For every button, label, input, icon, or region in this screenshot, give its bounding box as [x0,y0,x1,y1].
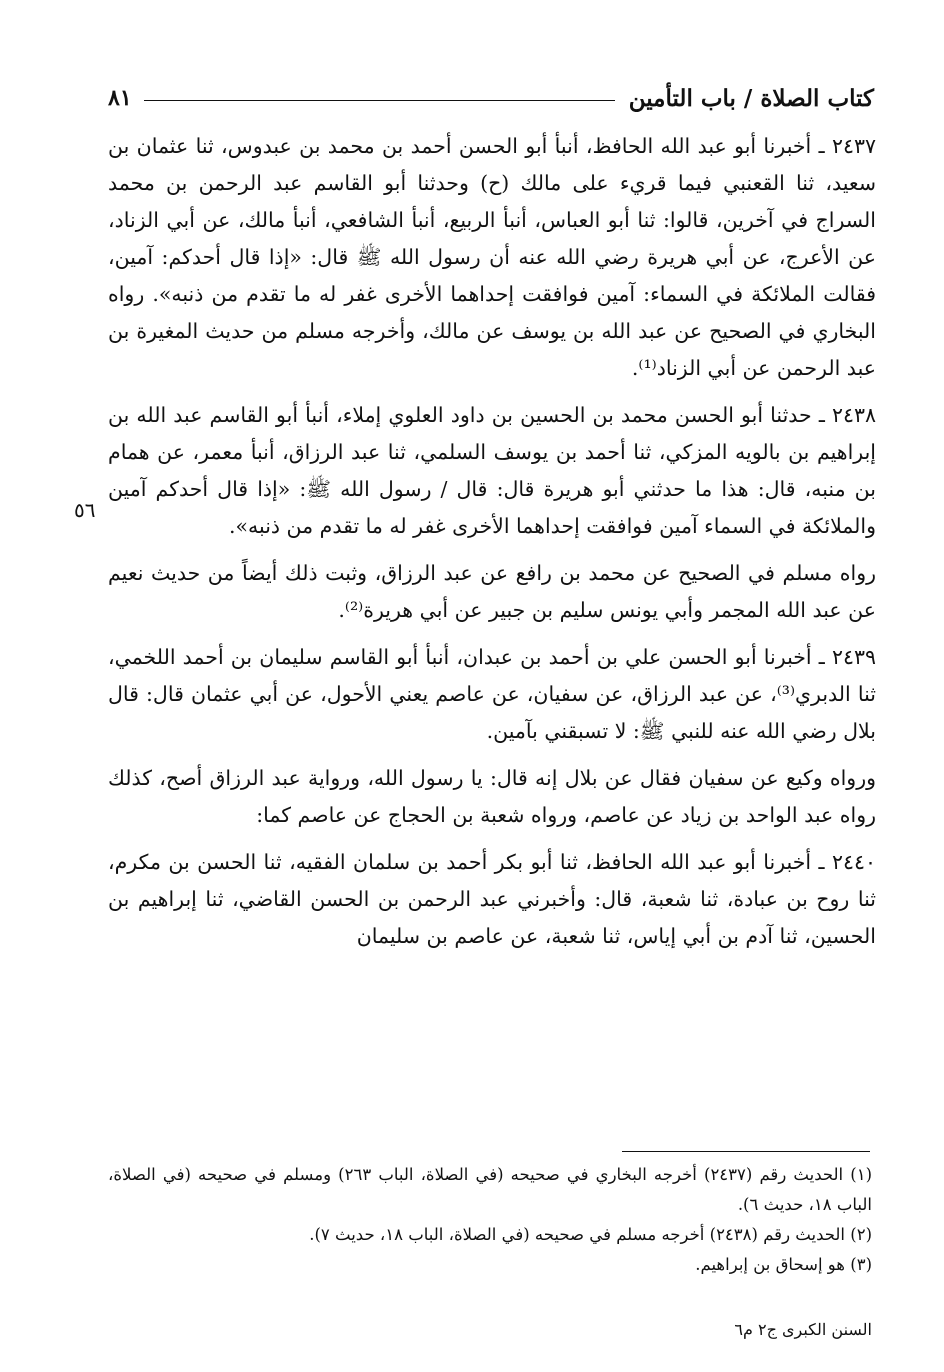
footnotes [108,1160,872,1280]
hadith-2438: ٢٤٣٨ ـ حدثنا أبو الحسن محمد بن الحسين بن داود العلوي إملاء، أنبأ أبو القاسم عبد الله بن إبراهيم بن بالويه المزكي، ثنا أحمد بن يوسف السلمي، ثنا عبد الرزاق، أنبأ معمر، عن همام بن منبه، قال: هذا ما حدثني أبو هريرة قال: قال / رسول الله ﷺ: «إذا قال أحدكم آمين والملائكة في السماء آمين فوافقت إحداهما الأخرى غفر له ما تقدم من ذنبه». [108,403,876,538]
hadith-2439: ٢٤٣٩ ـ أخبرنا أبو الحسن علي بن أحمد بن عبدان، أنبأ أبو القاسم سليمان بن أحمد اللخمي، ثنا الدبري⁽³⁾، عن عبد الرزاق، عن سفيان، عن عاصم يعني الأحول، عن أبي عثمان قال: قال بلال رضي الله عنه للنبي ﷺ: لا تسبقني بآمين. [108,645,876,743]
hadith-2437: ٢٤٣٧ ـ أخبرنا أبو عبد الله الحافظ، أنبأ أبو الحسن أحمد بن محمد بن عبدوس، ثنا عثمان بن سعيد، ثنا القعنبي فيما قريء على مالك (ح) وحدثنا أبو القاسم عبد الرحمن بن محمد السراج في آخرين، قالوا: ثنا أبو العباس، أنبأ الربيع، أنبأ الشافعي، أنبأ مالك، عن أبي الزناد، عن الأعرج، عن أبي هريرة رضي الله عنه أن رسول الله ﷺ قال: «إذا قال أحدكم: آمين، فقالت الملائكة في السماء: آمين فوافقت إحداهما الأخرى غفر له ما تقدم من ذنبه». رواه البخاري في الصحيح عن عبد الله بن يوسف عن مالك، وأخرجه مسلم من حديث المغيرة بن عبد الرحمن عن أبي الزناد⁽¹⁾. [108,134,876,380]
footnote-3: (٣) هو إسحاق بن إبراهيم. [695,1255,872,1274]
footnote-1: (١) الحديث رقم (٢٤٣٧) أخرجه البخاري في صحيحه (في الصلاة، الباب ٢٦٣) ومسلم في صحيحه (في الصلاة، الباب ١٨، حديث ٦). [108,1165,872,1214]
volume-signature: السنن الكبرى ج٢ م٦ [734,1320,872,1339]
commentary-2439: ورواه وكيع عن سفيان فقال عن بلال إنه قال: يا رسول الله، ورواية عبد الرزاق أصح، كذلك رواه عبد الواحد بن زياد عن عاصم، ورواه شعبة بن الحجاج عن عاصم كما: [108,766,876,827]
page-number: ٨١ [108,85,132,111]
margin-folio-number: ٥٦ [74,498,96,522]
commentary-2438: رواه مسلم في الصحيح عن محمد بن رافع عن عبد الرزاق، وثبت ذلك أيضاً من حديث نعيم عن عبد الله المجمر وأبي يونس سليم بن جبير عن أبي هريرة⁽²⁾. [108,561,876,622]
footnote-separator [622,1151,870,1152]
hadith-2440: ٢٤٤٠ ـ أخبرنا أبو عبد الله الحافظ، ثنا أبو بكر أحمد بن سلمان الفقيه، ثنا الحسن بن مكرم، ثنا روح بن عبادة، ثنا شعبة، قال: وأخبرني عبد الرحمن بن الحسن القاضي، ثنا إبراهيم بن الحسين، ثنا آدم بن أبي إياس، ثنا شعبة، عن عاصم بن سليمان [108,850,876,948]
running-header [108,78,874,118]
header-rule [144,100,615,101]
main-text [108,128,876,965]
chapter-title: كتاب الصلاة / باب التأمين [628,84,874,112]
footnote-2: (٢) الحديث رقم (٢٤٣٨) أخرجه مسلم في صحيحه (في الصلاة، الباب ١٨، حديث ٧). [309,1225,872,1244]
